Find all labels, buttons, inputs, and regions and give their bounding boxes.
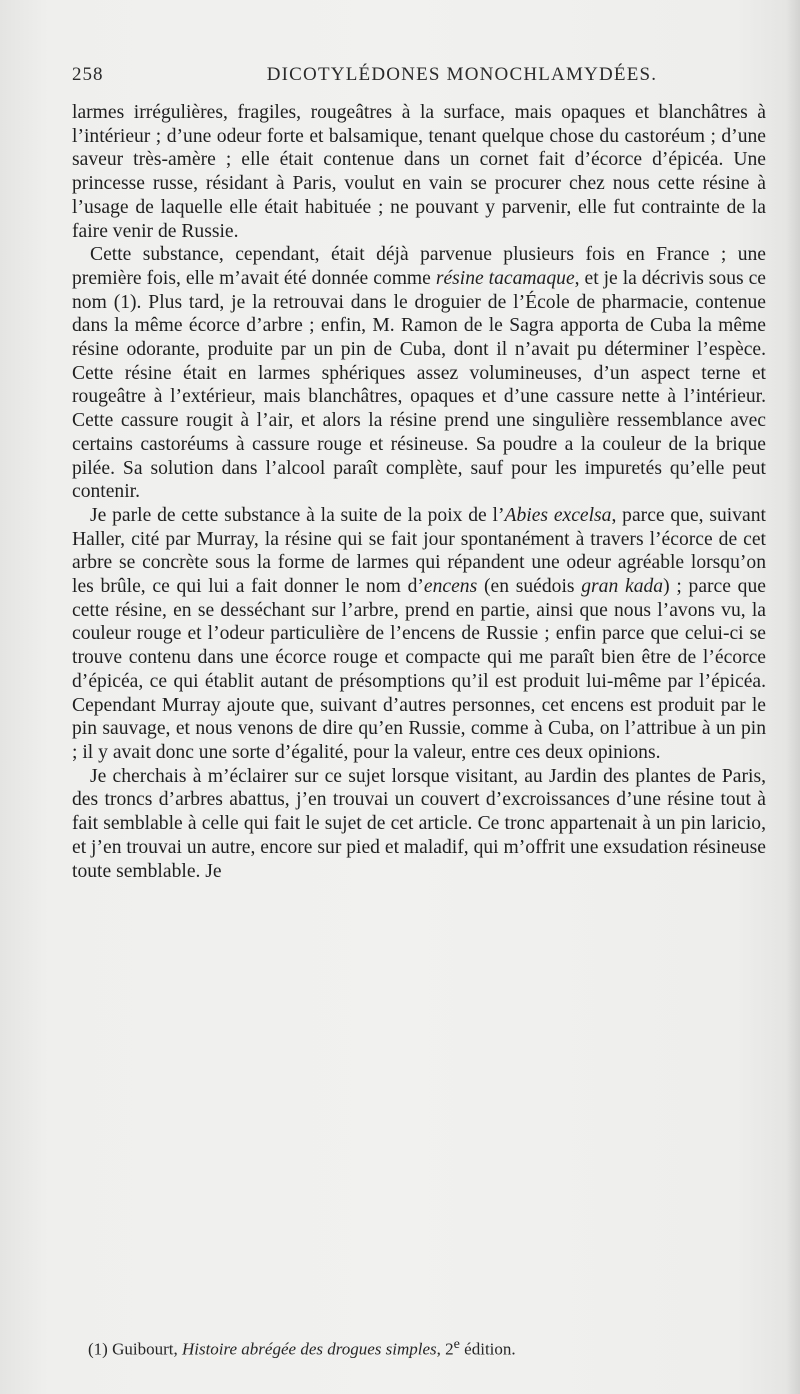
page-number: 258: [72, 64, 104, 85]
italic-term: résine tacamaque: [435, 267, 575, 289]
italic-term: Abies excelsa: [504, 504, 612, 526]
body-text: [72, 101, 766, 883]
text-segment: ) ; parce que cette résine, en se desséchant sur l’arbre, prend en partie, ainsi que nous l’avons vu, la couleur rouge et l’odeur particulière de l’encens de Russie ; enfin parce que celui-ci se trouve contenu dans une écorce rouge et compacte qui me paraît bien être de l’écorce d’épicéa, ce qui établit autant de présomptions qu’il est produit lui-même par l’épicéa. Cependant Murray ajoute que, suivant d’autres personnes, cet encens est produit par le pin sauvage, et nous venons de dire qu’en Russie, comme à Cuba, on l’attribue à un pin ; il y avait donc une sorte d’égalité, pour la valeur, entre ces deux opinions.: [72, 576, 766, 763]
italic-term: gran kada: [581, 576, 664, 598]
footnote-title: Histoire abrégée des drogues simples: [181, 1339, 437, 1359]
page-edge-shadow: [786, 0, 800, 1394]
text-segment: larmes irrégulières, fragiles, rougeâtres à la surface, mais opaques et blanchâtres à l’intérieur ; d’une odeur forte et balsamique, tenant quelque chose du castoréum ; d’une saveur très-amère ; elle était contenue dans un cornet fait d’écorce d’épicéa. Une princesse russe, résidant à Paris, voulut en vain se procurer chez nous cette résine à l’usage de laquelle elle était habituée ; ne pouvant y parvenir, elle fut contrainte de la faire venir de Russie.: [72, 102, 766, 242]
footnote-text: (1) Guibourt,: [88, 1339, 182, 1359]
text-segment: (en suédois: [477, 576, 582, 598]
text-segment: , et je la décrivis sous ce nom (1). Plus tard, je la retrouvai dans le droguier de l’École de pharmacie, contenue dans la même écorce d’arbre ; enfin, M. Ramon de le Sagra apporta de Cuba la même résine odorante, produite par un pin de Cuba, dont il n’avait pu déterminer l’espèce. Cette résine était en larmes sphériques assez volumineuses, d’un aspect terne et rougeâtre à l’extérieur, mais blanchâtres, opaques et d’une cassure nette à l’intérieur. Cette cassure rougit à l’air, et alors la résine prend une singulière ressemblance avec certains castoréums à cassure rouge et résineuse. Sa poudre a la couleur de la brique pilée. Sa solution dans l’alcool paraît complète, sauf pour les impuretés qu’elle peut contenir.: [72, 267, 766, 503]
italic-term: encens: [423, 576, 478, 598]
text-segment: , parce que, suivant Haller, cité par Murray, la résine qui se fait jour spontanément à travers l’écorce de cet arbre se concrète sous la forme de larmes qui répandent une odeur agréable lorsqu’on les brûle, ce qui lui a fait donner le nom d’: [72, 504, 766, 598]
paragraph-1: [72, 101, 766, 243]
running-head: [72, 64, 770, 92]
footnote: [88, 1333, 768, 1361]
paragraph-4: [72, 765, 766, 884]
footnote-superscript: e: [453, 1336, 460, 1352]
paragraph-3: [72, 504, 766, 765]
text-segment: Cette substance, cependant, était déjà parvenue plusieurs fois en France ; une première fois, elle m’avait été donnée comme: [72, 244, 766, 289]
paragraph-2: [72, 243, 766, 504]
text-segment: Je cherchais à m’éclairer sur ce sujet lorsque visitant, au Jardin des plantes de Paris, des troncs d’arbres abattus, j’en trouvai un couvert d’excroissances d’une résine tout à fait semblable à celle qui fait le sujet de cet article. Ce tronc appartenait à un pin laricio, et j’en trouvai un autre, encore sur pied et maladif, qui m’offrit une exsudation résineuse toute semblable. Je: [72, 765, 766, 882]
text-segment: Je parle de cette substance à la suite de la poix de l’: [90, 504, 505, 526]
footnote-text: , 2: [436, 1339, 454, 1359]
running-title: DICOTYLÉDONES MONOCHLAMYDÉES.: [266, 64, 658, 85]
footnote-text: édition.: [459, 1339, 516, 1359]
